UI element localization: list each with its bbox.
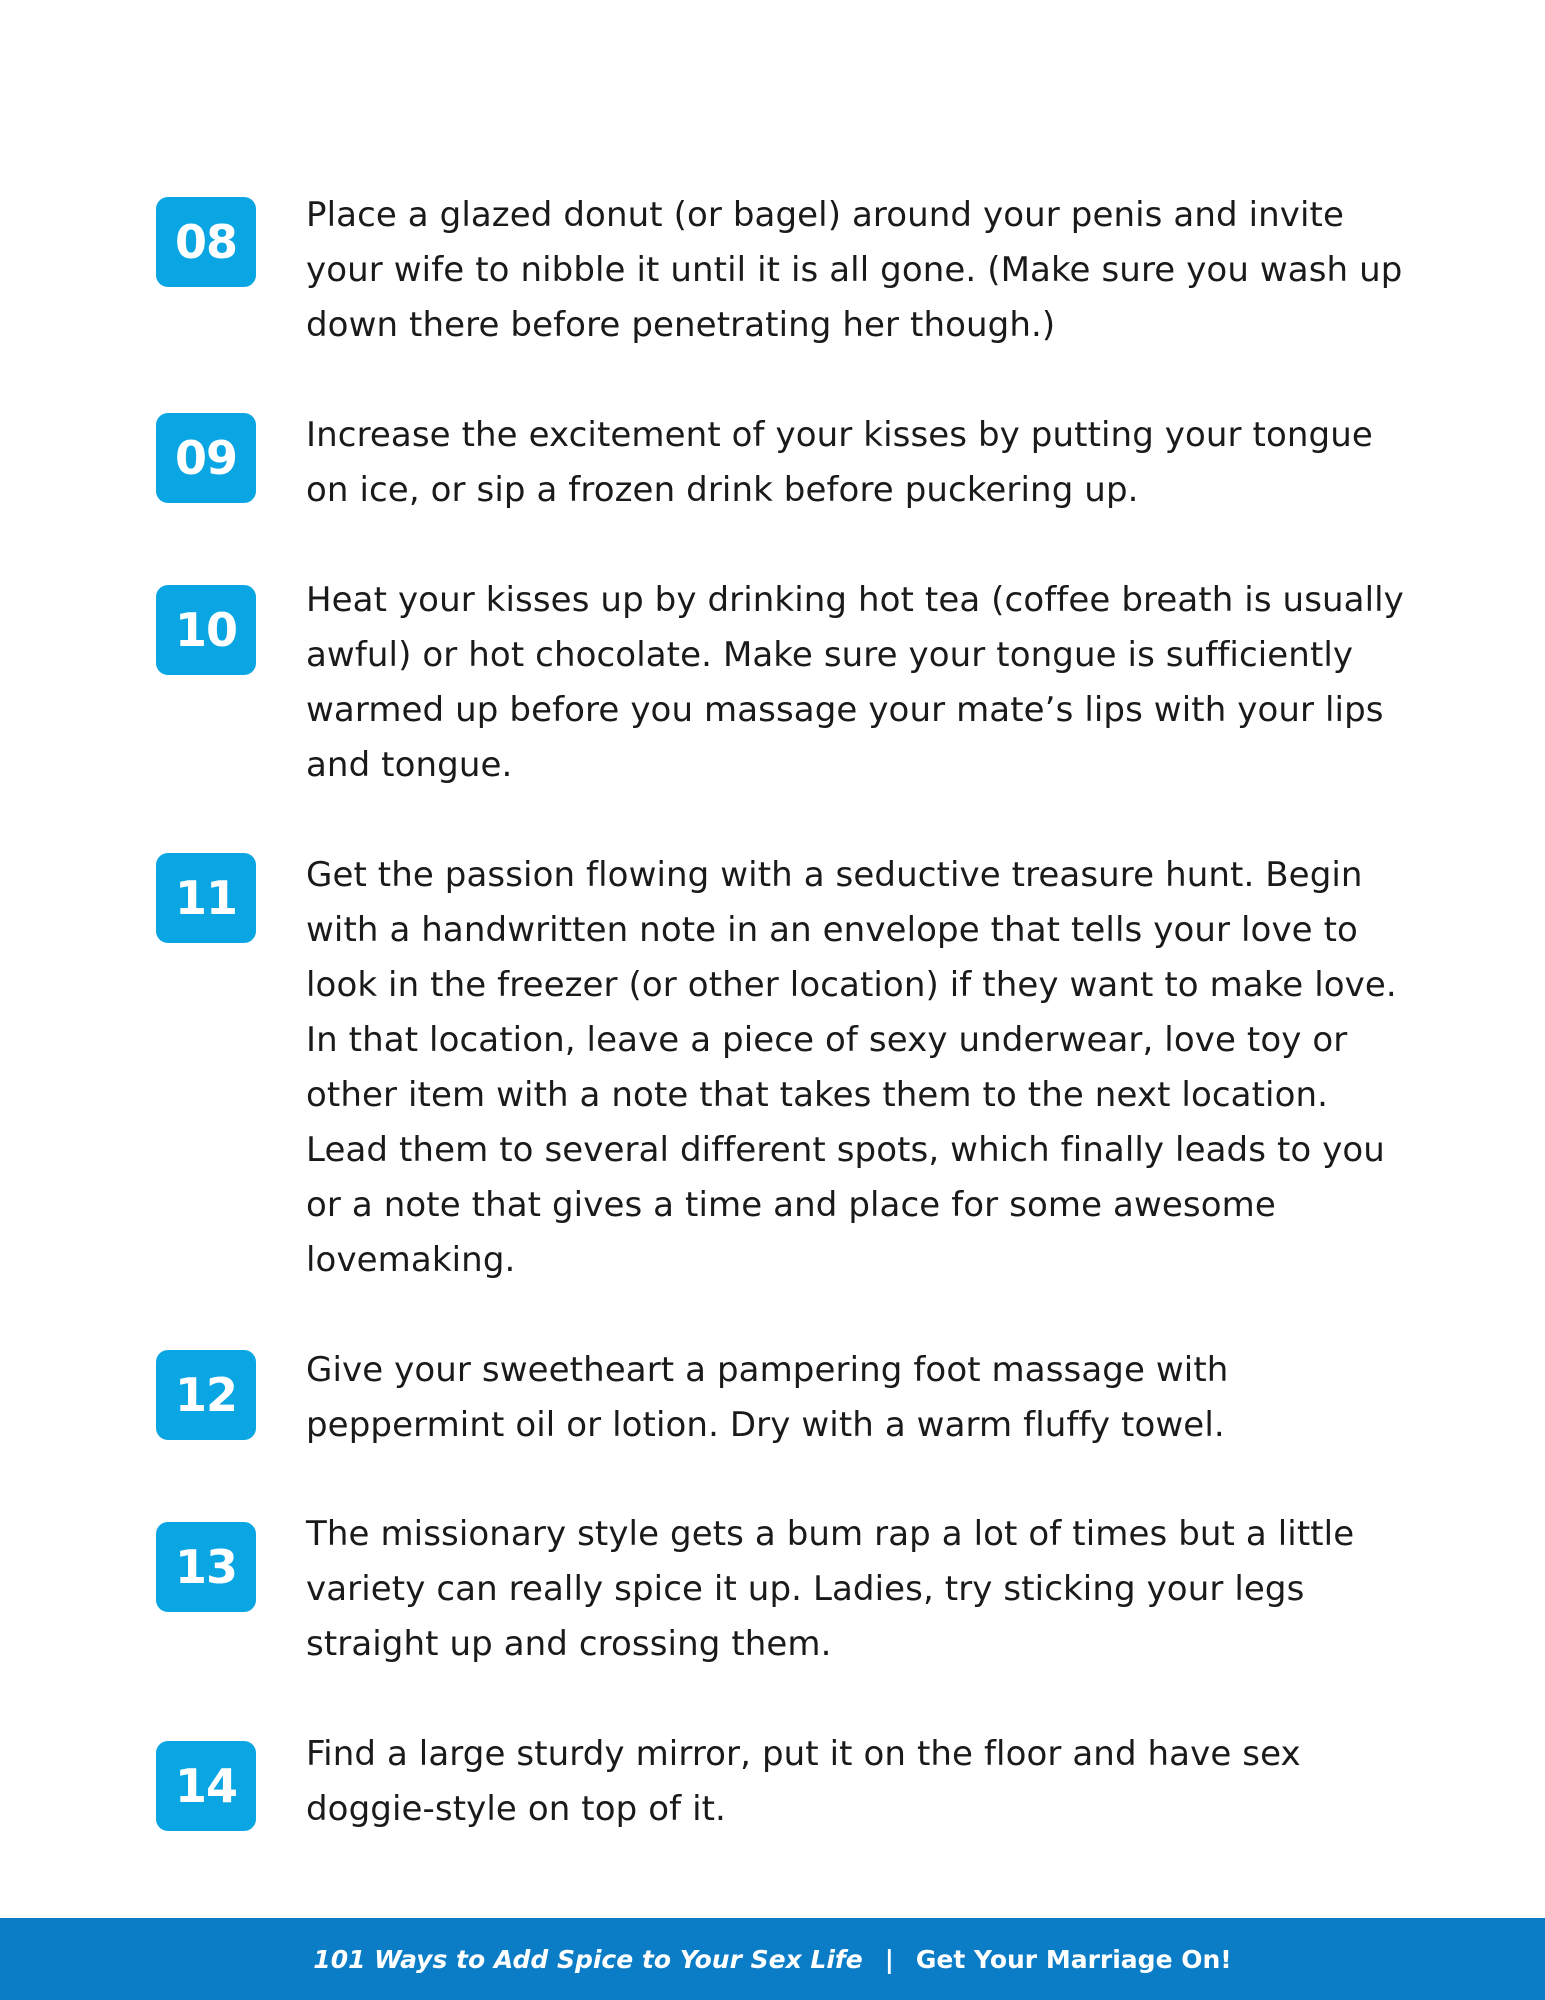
footer-bar [0, 1918, 1545, 2000]
footer-separator: | [884, 1944, 894, 1974]
item-text-line: The missionary style gets a bum rap a lot of times but a little [306, 1514, 1355, 1554]
item-text-line: Heat your kisses up by drinking hot tea (coffee breath is usually [306, 580, 1404, 620]
item-text-line: doggie-style on top of it. [306, 1789, 726, 1829]
item-text [306, 1727, 1436, 1837]
footer-tagline: Get Your Marriage On! [915, 1944, 1232, 1974]
item-text-line: variety can really spice it up. Ladies, try sticking your legs [306, 1569, 1305, 1609]
item-text [306, 408, 1436, 518]
footer-book-title: 101 Ways to Add Spice to Your Sex Life [313, 1944, 863, 1974]
item-text-line: down there before penetrating her though.) [306, 305, 1056, 345]
item-text-line: on ice, or sip a frozen drink before puckering up. [306, 470, 1139, 510]
item-number-badge: 09 [156, 413, 256, 503]
item-text [306, 1343, 1436, 1453]
item-text-line: peppermint oil or lotion. Dry with a warm fluffy towel. [306, 1405, 1225, 1445]
item-text-line: with a handwritten note in an envelope that tells your love to [306, 910, 1358, 950]
item-text [306, 573, 1436, 793]
item-text-line: Get the passion flowing with a seductive treasure hunt. Begin [306, 855, 1363, 895]
item-text-line: lovemaking. [306, 1240, 516, 1280]
item-text-line: look in the freezer (or other location) if they want to make love. [306, 965, 1397, 1005]
item-text-line: Place a glazed donut (or bagel) around your penis and invite [306, 195, 1344, 235]
item-text [306, 848, 1436, 1288]
item-text [306, 188, 1436, 353]
item-text-line: and tongue. [306, 745, 513, 785]
item-number-badge: 14 [156, 1741, 256, 1831]
item-text-line: Lead them to several different spots, which finally leads to you [306, 1130, 1385, 1170]
item-text [306, 1507, 1436, 1672]
item-text-line: or a note that gives a time and place for some awesome [306, 1185, 1276, 1225]
item-number-badge: 12 [156, 1350, 256, 1440]
item-number-badge: 13 [156, 1522, 256, 1612]
item-text-line: warmed up before you massage your mate’s lips with your lips [306, 690, 1384, 730]
item-number-badge: 08 [156, 197, 256, 287]
item-text-line: In that location, leave a piece of sexy underwear, love toy or [306, 1020, 1348, 1060]
item-text-line: Find a large sturdy mirror, put it on the floor and have sex [306, 1734, 1301, 1774]
item-text-line: awful) or hot chocolate. Make sure your tongue is sufficiently [306, 635, 1354, 675]
item-text-line: Give your sweetheart a pampering foot massage with [306, 1350, 1229, 1390]
item-text-line: Increase the excitement of your kisses by putting your tongue [306, 415, 1373, 455]
item-number-badge: 10 [156, 585, 256, 675]
item-text-line: your wife to nibble it until it is all gone. (Make sure you wash up [306, 250, 1403, 290]
item-text-line: straight up and crossing them. [306, 1624, 832, 1664]
item-number-badge: 11 [156, 853, 256, 943]
item-text-line: other item with a note that takes them to the next location. [306, 1075, 1329, 1115]
